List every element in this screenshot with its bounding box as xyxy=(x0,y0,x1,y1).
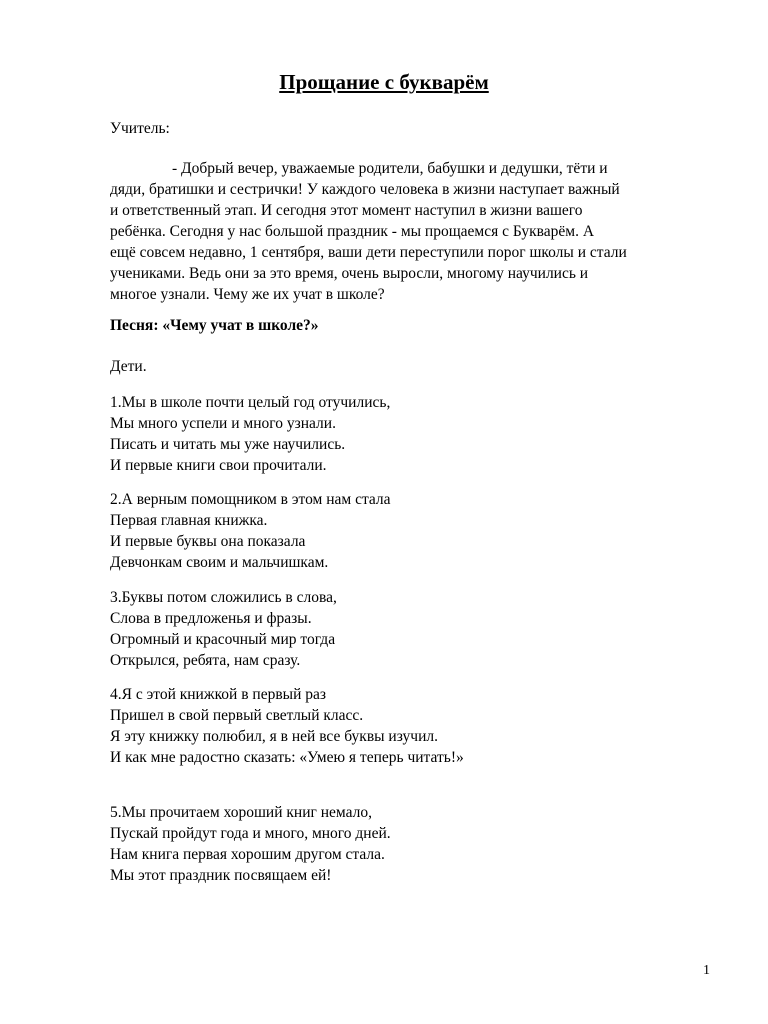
intro-line: и ответственный этап. И сегодня этот момент наступил в жизни вашего xyxy=(110,202,583,219)
verse-line: 5.Мы прочитаем хороший книг немало, xyxy=(110,804,373,821)
verse-line: 4.Я с этой книжкой в первый раз xyxy=(110,686,327,703)
intro-line: ребёнка. Сегодня у нас большой праздник - мы прощаемся с Букварём. А xyxy=(110,223,595,240)
intro-paragraph xyxy=(110,158,720,305)
verse-line: Я эту книжку полюбил, я в ней все буквы изучил. xyxy=(110,728,438,745)
verse-line: Слова в предложенья и фразы. xyxy=(110,610,312,627)
verse-1 xyxy=(110,392,720,476)
verse-line: И первые книги свои прочитали. xyxy=(110,457,327,474)
intro-line: ещё совсем недавно, 1 сентября, ваши дети переступили порог школы и стали xyxy=(110,244,627,261)
verse-2 xyxy=(110,489,720,573)
verse-line: Писать и читать мы уже научились. xyxy=(110,436,346,453)
verse-3 xyxy=(110,587,720,671)
verse-line: Открылся, ребята, нам сразу. xyxy=(110,652,301,669)
intro-line: дяди, братишки и сестрички! У каждого человека в жизни наступает важный xyxy=(110,181,620,198)
verse-line: Девчонкам своим и мальчишкам. xyxy=(110,554,329,571)
intro-line: - Добрый вечер, уважаемые родители, бабушки и дедушки, тёти и xyxy=(172,160,608,177)
verse-line: Мы много успели и много узнали. xyxy=(110,415,336,432)
verse-line: Мы этот праздник посвящаем ей! xyxy=(110,867,332,884)
song-title: Песня: «Чему учат в школе?» xyxy=(110,317,319,334)
verse-line: Пускай пройдут года и много, много дней. xyxy=(110,825,391,842)
page-number: 1 xyxy=(703,963,710,978)
verse-line: Нам книга первая хорошим другом стала. xyxy=(110,846,385,863)
children-label: Дети. xyxy=(110,358,147,375)
verse-line: 3.Буквы потом сложились в слова, xyxy=(110,589,337,606)
document-title: Прощание с букварём xyxy=(279,70,489,94)
verse-4 xyxy=(110,684,720,768)
verse-line: И как мне радостно сказать: «Умею я теперь читать!» xyxy=(110,749,464,766)
verse-line: И первые буквы она показала xyxy=(110,533,306,550)
verse-line: Пришел в свой первый светлый класс. xyxy=(110,707,364,724)
intro-line: многое узнали. Чему же их учат в школе? xyxy=(110,286,385,303)
verse-line: Первая главная книжка. xyxy=(110,512,268,529)
verse-line: 1.Мы в школе почти целый год отучились, xyxy=(110,394,391,411)
intro-line: учениками. Ведь они за это время, очень выросли, многому научились и xyxy=(110,265,589,282)
verse-5 xyxy=(110,802,720,886)
speaker-label: Учитель: xyxy=(110,120,170,137)
verse-line: Огромный и красочный мир тогда xyxy=(110,631,336,648)
verse-line: 2.А верным помощником в этом нам стала xyxy=(110,491,391,508)
